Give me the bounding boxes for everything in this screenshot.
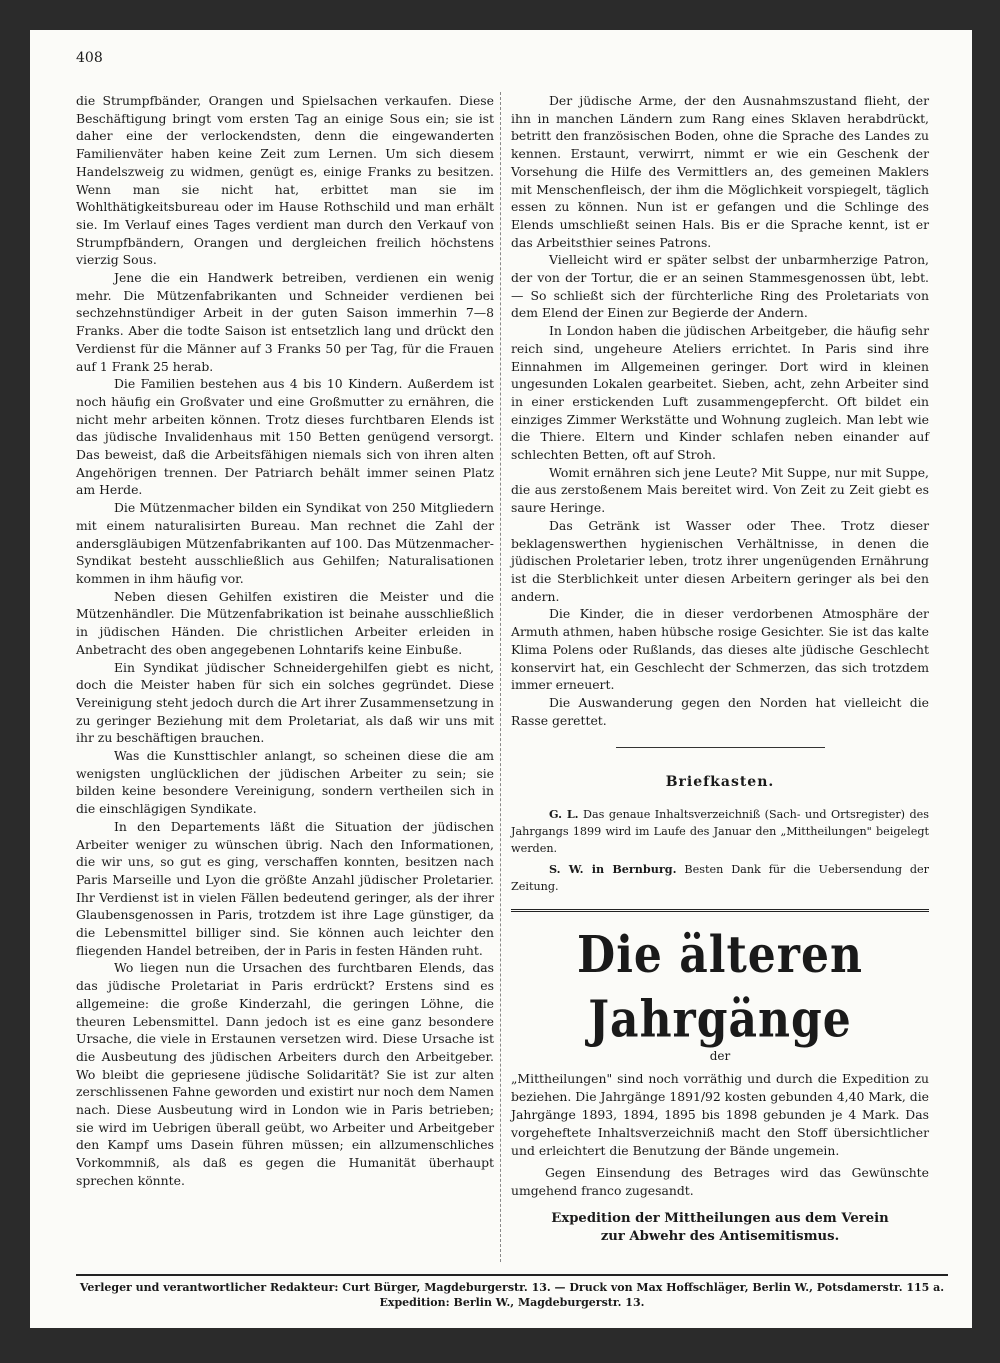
- paragraph: Die Familien bestehen aus 4 bis 10 Kindern. Außerdem ist noch häufig ein Großvater und eine Großmutter zu ernähren, die nicht mehr arbeiten können. Trotz dieses furchtbaren Elends ist das jüdische Invalidenhaus mit 150 Betten genügend versorgt. Das beweist, daß die Arbeitsfähigen niemals sich von ihren alten Angehörigen trennen. Der Patriarch behält immer seinen Platz am Herde.: [76, 376, 494, 498]
- newspaper-page: [30, 30, 972, 1328]
- paragraph: Die Auswanderung gegen den Norden hat vielleicht die Rasse gerettet.: [511, 694, 929, 728]
- advert-heading: Die älteren Jahrgänge: [577, 925, 863, 1049]
- advert-footer-line: Expedition der Mittheilungen aus dem Verein: [551, 1210, 889, 1226]
- paragraph: Vielleicht wird er später selbst der unbarmherzige Patron, der von der Tortur, die er an seinen Stammesgenossen übt, lebt. — So schließt sich der fürchterliche Ring des Proletariats von dem Elend der Einen zur Begierde der Andern.: [511, 252, 929, 321]
- advert-body: [511, 1070, 929, 1200]
- advert-text: „Mittheilungen" sind noch vorräthig und durch die Expedition zu beziehen. Die Jahrgänge 1891/92 kosten gebunden 4,40 Mark, die Jahrgänge 1893, 1894, 1895 bis 1898 gebunden je 4 Mark. Das vorgeheftete Inhaltsverzeichniß macht den Stoff übersichtlicher und erleichtert die Benutzung der Bände ungemein.: [511, 1070, 929, 1158]
- paragraph: Ein Syndikat jüdischer Schneidergehilfen giebt es nicht, doch die Meister haben für sich ein solches gegründet. Diese Vereinigung steht jedoch durch die Art ihrer Zusammensetzung in zu geringer Beziehung mit dem Proletariat, als daß wir uns mit ihr zu beschäftigen brauchen.: [76, 659, 494, 746]
- advert-footer: [511, 1210, 929, 1246]
- imprint-divider: [76, 1274, 948, 1276]
- paragraph: Was die Kunsttischler anlangt, so scheinen diese die am wenigsten unglücklichen der jüdischen Arbeiter zu sein; sie bilden keine besondere Vereinigung, sondern vertheilen sich in die einschlägigen Syndikate.: [76, 748, 494, 817]
- briefkasten-entry-lead: G. L.: [549, 807, 579, 822]
- column-divider: [500, 92, 501, 1262]
- briefkasten-entry: [511, 861, 929, 895]
- left-column: [76, 92, 494, 1190]
- imprint-line: Verleger und verantwortlicher Redakteur: Curt Bürger, Magdeburgerstr. 13. — Druck von Max Hoffschläger, Berlin W., Potsdamerstr. 115 a.: [79, 1281, 945, 1294]
- briefkasten-title: Briefkasten.: [665, 774, 775, 791]
- paragraph: Der jüdische Arme, der den Ausnahmszustand flieht, der ihn in manchen Ländern zum Rang eines Sklaven herabdrückt, betritt den französischen Boden, ohne die Sprache des Landes zu kennen. Erstaunt, verwirrt, nimmt er wie ein Geschenk der Vorsehung die Hilfe des Vermittlers an, des gemeinen Maklers mit Menschenfleisch, der ihm die Möglichkeit vorspiegelt, täglich essen zu können. Nun ist er gefangen und die Schlinge des Elends umschließt seinen Hals. Bis er die Sprache kennt, ist er das Arbeitsthier seines Patrons.: [511, 93, 929, 250]
- paragraph: In den Departements läßt die Situation der jüdischen Arbeiter weniger zu wünschen übrig. Nach den Informationen, die wir uns, so gut es ging, verschaffen konnten, besitzen nach Paris Marseille und Lyon die größte Anzahl jüdischer Proletarier. Ihr Verdienst ist in vielen Fällen bedeutend geringer, als der ihrer Glaubensgenossen in Paris, trotzdem ist ihre Lage günstiger, da die Lebensmittel billiger sind. Sie können auch leichter den fliegenden Handel betreiben, der in Paris in festen Händen ruht.: [76, 818, 494, 958]
- right-column: [511, 92, 929, 1246]
- briefkasten-entry-text: Das genaue Inhaltsverzeichniß (Sach- und Ortsregister) des Jahrgangs 1899 wird im Laufe des Januar den „Mittheilungen" beigelegt werden.: [511, 808, 929, 856]
- advert-der: der: [709, 1049, 731, 1064]
- paragraph: die Strumpfbänder, Orangen und Spielsachen verkaufen. Diese Beschäftigung bringt vom ersten Tag an einige Sous ein; sie ist daher eine der verlockendsten, denn die eingewanderten Familienväter haben keine Zeit zum Lernen. Um sich diesem Handelszweig zu widmen, genügt es, einige Franks zu besitzen. Wenn man sie nicht hat, erbittet man sie im Wohlthätigkeitsbureau oder im Hause Rothschild und man erhält sie. Im Verlauf eines Tages verdient man durch den Verkauf von Strumpfbändern, Orangen und dergleichen freilich höchstens vierzig Sous.: [76, 93, 494, 268]
- briefkasten-entry-text: Besten Dank für die Uebersendung der Zeitung.: [511, 863, 930, 894]
- paragraph: Womit ernähren sich jene Leute? Mit Suppe, nur mit Suppe, die aus zerstoßenem Mais bereitet wird. Von Zeit zu Zeit giebt es saure Heringe.: [511, 464, 929, 516]
- paragraph: Das Getränk ist Wasser oder Thee. Trotz dieser beklagenswerthen hygienischen Verhältnisse, in denen die jüdischen Proletarier leben, trotz ihrer ungenügenden Ernährung ist die Sterblichkeit unter diesen Arbeitern geringer als bei den andern.: [511, 517, 929, 604]
- paragraph: Wo liegen nun die Ursachen des furchtbaren Elends, das das jüdische Proletariat in Paris erdrückt? Erstens sind es allgemeine: die große Kinderzahl, die geringen Löhne, die theuren Lebensmittel. Dann jedoch ist es eine ganz besondere Ursache, die viele in Erstaunen versetzen wird. Diese Ursache ist die Ausbeutung des jüdischen Arbeiters durch den Arbeitgeber. Wo bleibt die gepriesene jüdische Solidarität? Sie ist zur alten zerschlissenen Fahne geworden und existirt nur noch dem Namen nach. Diese Ausbeutung wird in London wie in Paris betrieben; sie wird im Uebrigen überall geübt, wo Arbeiter und Arbeitgeber den Kampf ums Dasein führen müssen; ein allzumenschliches Vorkommniß, als daß es gegen die Humanität überhaupt sprechen könnte.: [76, 960, 494, 1188]
- advert-text: Gegen Einsendung des Betrages wird das Gewünschte umgehend franco zugesandt.: [511, 1164, 929, 1198]
- advert-footer-line: zur Abwehr des Antisemitismus.: [600, 1228, 840, 1244]
- briefkasten-entry-lead: S. W. in Bernburg.: [549, 862, 677, 877]
- paragraph: Die Kinder, die in dieser verdorbenen Atmosphäre der Armuth athmen, haben hübsche rosige Gesichter. Sie ist das kalte Klima Polens oder Rußlands, das dieses alte jüdische Geschlecht konservirt hat, ein Geschlecht der Schmerzen, das sich trotzdem immer erneuert.: [511, 606, 929, 693]
- paragraph: Jene die ein Handwerk betreiben, verdienen ein wenig mehr. Die Mützenfabrikanten und Schneider verdienen bei sechzehnstündiger Arbeit in der guten Saison immerhin 7—8 Franks. Aber die todte Saison ist entsetzlich lang und drückt den Verdienst für die Männer auf 3 Franks 50 per Tag, für die Frauen auf 1 Frank 25 herab.: [76, 270, 494, 374]
- section-divider: [616, 747, 825, 748]
- imprint-line: Expedition: Berlin W., Magdeburgerstr. 13.: [379, 1296, 645, 1309]
- paragraph: In London haben die jüdischen Arbeitgeber, die häufig sehr reich sind, ungeheure Ateliers errichtet. In Paris sind ihre Einnahmen im Allgemeinen geringer. Dort wird in kleinen ungesunden Lokalen gearbeitet. Sieben, acht, zehn Arbeiter sind in einer erstickenden Luft zusammengepfercht. Oft bildet ein einziges Zimmer Werkstätte und Wohnung zugleich. Man lebt wie die Thiere. Eltern und Kinder schlafen neben einander auf schlechten Betten, oft auf Stroh.: [511, 323, 929, 463]
- advert-divider: [511, 909, 929, 912]
- paragraph: Die Mützenmacher bilden ein Syndikat von 250 Mitgliedern mit einem naturalisirten Bureau. Man rechnet die Zahl der andersgläubigen Mützenfabrikanten auf 100. Das Mützenmacher-Syndikat besteht ausschließlich aus Gehilfen; Naturalisationen kommen in ihm häufig vor.: [76, 500, 494, 586]
- imprint: [76, 1280, 948, 1310]
- paragraph: Neben diesen Gehilfen existiren die Meister und die Mützenhändler. Die Mützenfabrikation ist beinahe ausschließlich in jüdischen Händen. Die christlichen Arbeiter erleiden in Anbetracht des oben angegebenen Lohntarifs keine Einbuße.: [76, 588, 494, 657]
- page-number: 408: [76, 50, 103, 66]
- briefkasten-entry: [511, 806, 929, 857]
